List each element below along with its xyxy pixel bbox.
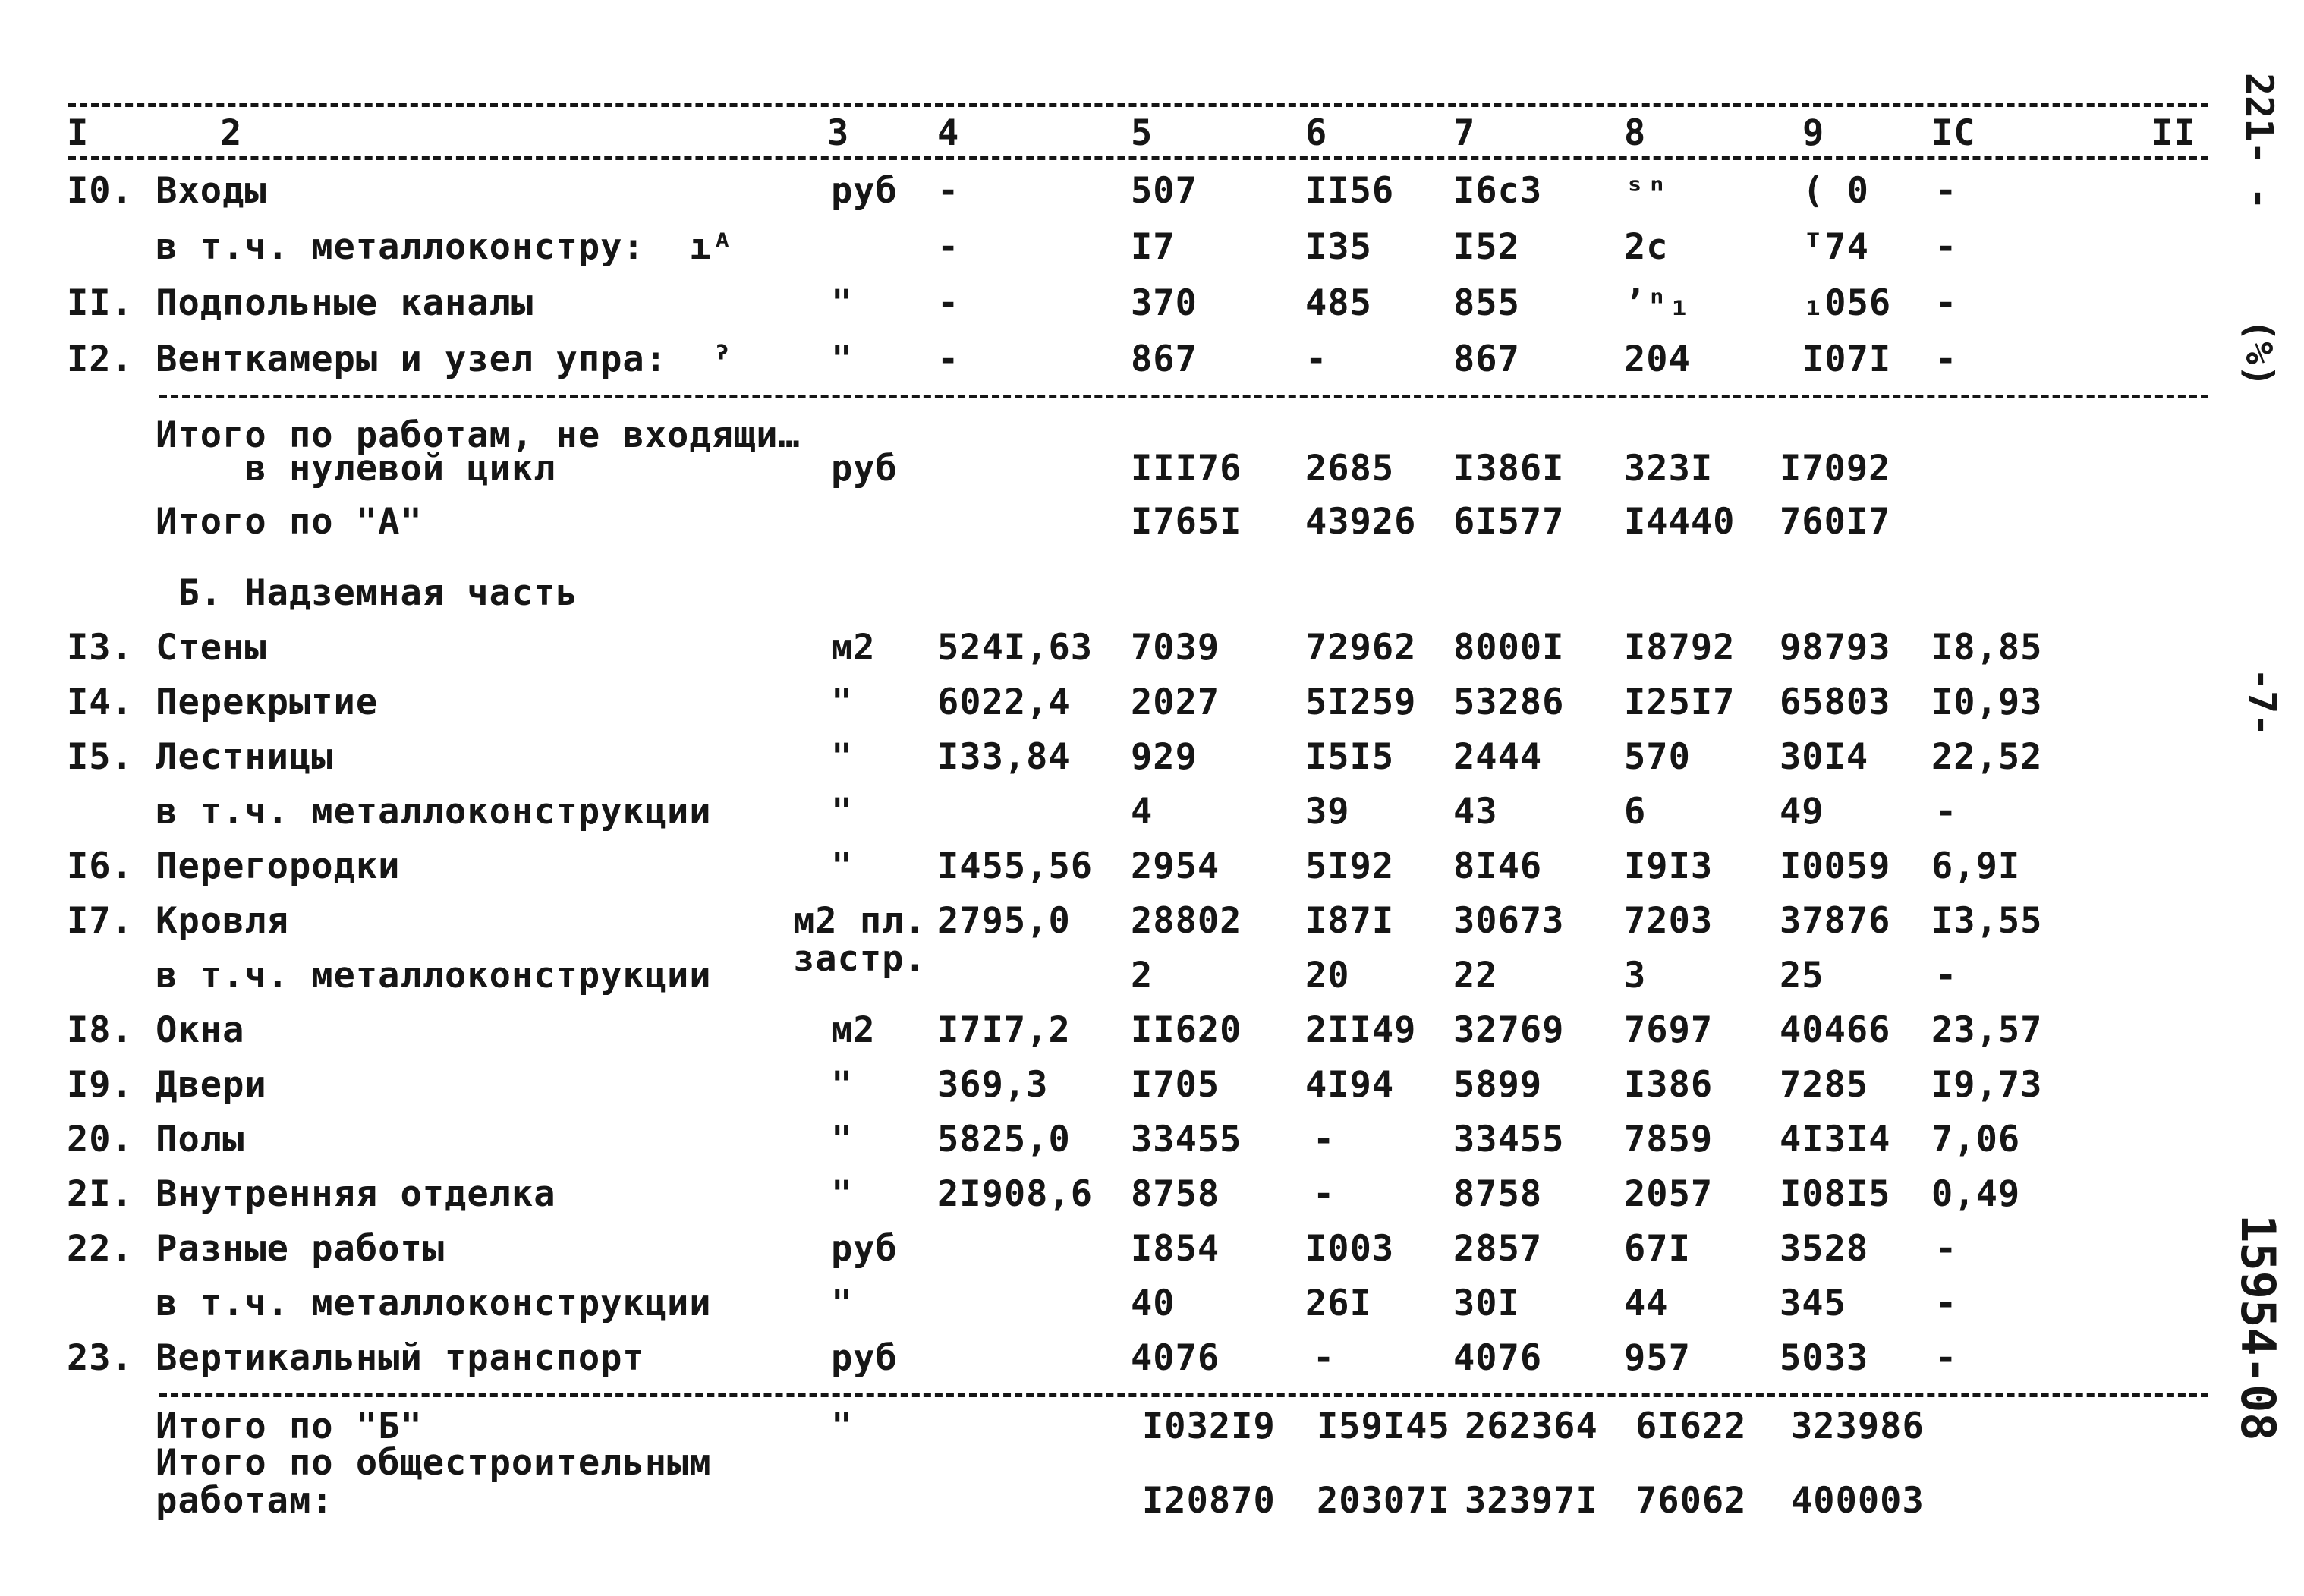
row-c7: 8000I: [1453, 627, 1565, 669]
total-a-c9: 760I7: [1780, 501, 1891, 543]
row-c7: 8758: [1453, 1173, 1543, 1215]
row-c10: -: [1935, 1337, 1958, 1379]
total-a-c6: 43926: [1305, 501, 1417, 543]
col-header-5: 5: [1131, 112, 1154, 154]
col-header-1: I: [67, 112, 90, 154]
total-b-c7: 262364: [1465, 1406, 1598, 1447]
subtotal-c8: 323I: [1624, 448, 1714, 490]
row-c9: 40466: [1780, 1009, 1891, 1051]
row-c7: 5899: [1453, 1064, 1543, 1106]
row-c5: 4: [1131, 791, 1154, 833]
row-c7: 2444: [1453, 736, 1543, 778]
page-number: -7-: [2240, 668, 2284, 737]
row-unit: м2: [831, 627, 876, 669]
row-c8: ˢⁿ: [1624, 170, 1669, 212]
row-c6: -: [1313, 1119, 1336, 1160]
row-c7: 32769: [1453, 1009, 1565, 1051]
row-name: 20. Полы: [67, 1119, 245, 1160]
row-c10: 23,57: [1931, 1009, 2043, 1051]
row-c7: 33455: [1453, 1119, 1565, 1160]
row-c10: 6,9I: [1931, 845, 2021, 887]
row-c8: 7203: [1624, 900, 1714, 942]
subtotal-unit: руб: [831, 448, 898, 490]
row-unit: ": [831, 736, 854, 778]
row-c9: I07I: [1802, 338, 1892, 380]
row-c6: -: [1313, 1173, 1336, 1215]
row-c7: 855: [1453, 282, 1520, 324]
section-rule: [159, 395, 2208, 398]
row-c7: I52: [1453, 226, 1520, 268]
row-c5: 2027: [1131, 682, 1220, 723]
row-qty: 369,3: [937, 1064, 1049, 1106]
row-name: I0. Входы: [67, 170, 267, 212]
row-c7: 30673: [1453, 900, 1565, 942]
row-c10: I9,73: [1931, 1064, 2043, 1106]
row-unit: ": [831, 1064, 854, 1106]
row-qty: I455,56: [937, 845, 1094, 887]
row-c5: 2: [1131, 955, 1154, 996]
row-name: I7. Кровля: [67, 900, 289, 942]
row-name: в т.ч. металлоконструкции: [67, 955, 712, 996]
row-c8: 67I: [1624, 1228, 1691, 1270]
row-c6: II56: [1305, 170, 1395, 212]
row-name: I9. Двери: [67, 1064, 267, 1106]
row-c6: I35: [1305, 226, 1372, 268]
row-unit: ": [831, 682, 854, 723]
total-general-label2: работам:: [67, 1480, 334, 1522]
row-c7: 2857: [1453, 1228, 1543, 1270]
row-c10: I3,55: [1931, 900, 2043, 942]
row-c10: -: [1935, 338, 1958, 380]
row-qty: 2I908,6: [937, 1173, 1094, 1215]
row-name: I3. Стены: [67, 627, 267, 669]
row-c5: 8758: [1131, 1173, 1220, 1215]
row-c9: 345: [1780, 1283, 1846, 1324]
row-c10: -: [1935, 226, 1958, 268]
row-c8: I9I3: [1624, 845, 1714, 887]
row-c5: I7: [1131, 226, 1176, 268]
row-c8: 44: [1624, 1283, 1669, 1324]
total-a-c5: I765I: [1131, 501, 1242, 543]
col-header-9: 9: [1802, 112, 1825, 154]
col-header-3: 3: [827, 112, 850, 154]
row-c5: I854: [1131, 1228, 1220, 1270]
row-c7: 53286: [1453, 682, 1565, 723]
row-c7: 4076: [1453, 1337, 1543, 1379]
total-general-c6: 20307I: [1317, 1480, 1450, 1522]
row-c6: 20: [1305, 955, 1350, 996]
total-general-c5: I20870: [1142, 1480, 1276, 1522]
margin-code: 221- -: [2237, 73, 2281, 233]
margin-mark: (%): [2237, 319, 2281, 388]
total-b-c6: I59I45: [1317, 1406, 1450, 1447]
row-name: I8. Окна: [67, 1009, 245, 1051]
row-qty: 524I,63: [937, 627, 1094, 669]
row-qty: 2795,0: [937, 900, 1071, 942]
row-c8: 7697: [1624, 1009, 1714, 1051]
row-c5: 2954: [1131, 845, 1220, 887]
row-unit: м2: [831, 1009, 876, 1051]
row-c9: 3528: [1780, 1228, 1869, 1270]
row-c6: 26I: [1305, 1283, 1372, 1324]
row-c9: ₁056: [1802, 282, 1892, 324]
col-header-8: 8: [1624, 112, 1647, 154]
row-c7: 867: [1453, 338, 1520, 380]
row-c9: 98793: [1780, 627, 1891, 669]
row-c6: -: [1313, 1337, 1336, 1379]
row-c10: 0,49: [1931, 1173, 2021, 1215]
row-c8: 2с: [1624, 226, 1669, 268]
col-header-7: 7: [1453, 112, 1476, 154]
total-general-c7: 32397I: [1465, 1480, 1598, 1522]
total-b-c8: 6I622: [1635, 1406, 1747, 1447]
row-c7: I6с3: [1453, 170, 1543, 212]
row-c5: II620: [1131, 1009, 1242, 1051]
row-name: I4. Перекрытие: [67, 682, 379, 723]
row-unit: ": [831, 1173, 854, 1215]
row-name: в т.ч. металлоконстру: ıᴬ: [67, 226, 734, 268]
row-qty: -: [937, 282, 960, 324]
row-name: II. Подпольные каналы: [67, 282, 534, 324]
col-header-10: IC: [1931, 112, 1976, 154]
row-c10: -: [1935, 170, 1958, 212]
total-general-c9: 400003: [1791, 1480, 1925, 1522]
row-c5: 370: [1131, 282, 1198, 324]
total-a-c7: 6I577: [1453, 501, 1565, 543]
row-c10: I0,93: [1931, 682, 2043, 723]
row-c9: 5033: [1780, 1337, 1869, 1379]
row-c6: -: [1305, 338, 1328, 380]
row-name: в т.ч. металлоконструкции: [67, 1283, 712, 1324]
row-c10: -: [1935, 282, 1958, 324]
row-name: I6. Перегородки: [67, 845, 401, 887]
row-c6: I003: [1305, 1228, 1395, 1270]
row-c7: 22: [1453, 955, 1498, 996]
total-general-label1: Итого по общестроительным: [67, 1442, 712, 1484]
row-c10: -: [1935, 1228, 1958, 1270]
row-c8: ’ⁿ₁: [1624, 282, 1691, 324]
row-c6: I5I5: [1305, 736, 1395, 778]
row-unit: ": [831, 791, 854, 833]
row-name: 22. Разные работы: [67, 1228, 445, 1270]
total-b-label: Итого по "Б": [67, 1406, 423, 1447]
row-c5: 507: [1131, 170, 1198, 212]
row-c7: 43: [1453, 791, 1498, 833]
row-c10: 7,06: [1931, 1119, 2021, 1160]
row-c5: 867: [1131, 338, 1198, 380]
header-bottom-rule: [68, 156, 2208, 160]
row-name: в т.ч. металлоконструкции: [67, 791, 712, 833]
row-c6: 5I259: [1305, 682, 1417, 723]
row-c9: 7285: [1780, 1064, 1869, 1106]
row-c6: 39: [1305, 791, 1350, 833]
subtotal-c5: III76: [1131, 448, 1242, 490]
total-b-c5: I032I9: [1142, 1406, 1276, 1447]
row-qty: I7I7,2: [937, 1009, 1071, 1051]
row-unit: руб: [831, 170, 898, 212]
row-c6: 5I92: [1305, 845, 1395, 887]
row-unit: ": [831, 1119, 854, 1160]
row-c6: 2II49: [1305, 1009, 1417, 1051]
row-c9: I08I5: [1780, 1173, 1891, 1215]
row-c9: 49: [1780, 791, 1824, 833]
total-a-c8: I4440: [1624, 501, 1736, 543]
subtotal-c7: I386I: [1453, 448, 1565, 490]
row-c8: 204: [1624, 338, 1691, 380]
row-qty: -: [937, 170, 960, 212]
row-c5: 40: [1131, 1283, 1176, 1324]
col-header-4: 4: [937, 112, 960, 154]
total-b-unit: ": [831, 1406, 854, 1447]
row-c6: I87I: [1305, 900, 1395, 942]
row-unit: ": [831, 1283, 854, 1324]
row-c8: I8792: [1624, 627, 1736, 669]
document-number: 15954-08: [2230, 1214, 2286, 1441]
row-name: 2I. Внутренняя отделка: [67, 1173, 556, 1215]
row-c9: I0059: [1780, 845, 1891, 887]
row-unit: ": [831, 845, 854, 887]
total-b-c9: 323986: [1791, 1406, 1925, 1447]
row-name: 23. Вертикальный транспорт: [67, 1337, 645, 1379]
row-c7: 30I: [1453, 1283, 1520, 1324]
totals-rule: [159, 1393, 2208, 1397]
subtotal-label-line1: Итого по работам, не входящи…: [67, 414, 801, 456]
total-a-label: Итого по "А": [67, 501, 423, 543]
row-unit: м2 пл.: [793, 900, 927, 942]
row-c5: 929: [1131, 736, 1198, 778]
row-c8: 3: [1624, 955, 1647, 996]
row-c9: 30I4: [1780, 736, 1869, 778]
section-b-title: Б. Надземная часть: [67, 572, 578, 614]
row-c10: I8,85: [1931, 627, 2043, 669]
row-qty: I33,84: [937, 736, 1071, 778]
row-c10: -: [1935, 955, 1958, 996]
row-c5: 7039: [1131, 627, 1220, 669]
row-unit: руб: [831, 1228, 898, 1270]
row-unit: руб: [831, 1337, 898, 1379]
row-c9: ᵀ74: [1802, 226, 1869, 268]
row-c10: -: [1935, 791, 1958, 833]
row-unit: ": [831, 282, 854, 324]
row-c8: I25I7: [1624, 682, 1736, 723]
row-name: I2. Венткамеры и узел упра: ˀ: [67, 338, 734, 380]
row-c9: ( 0: [1802, 170, 1869, 212]
row-c5: 33455: [1131, 1119, 1242, 1160]
row-qty: 5825,0: [937, 1119, 1071, 1160]
row-c5: 4076: [1131, 1337, 1220, 1379]
row-c9: 4I3I4: [1780, 1119, 1891, 1160]
row-c8: 6: [1624, 791, 1647, 833]
subtotal-c6: 2685: [1305, 448, 1395, 490]
col-header-2: 2: [220, 112, 243, 154]
row-c10: 22,52: [1931, 736, 2043, 778]
row-c9: 37876: [1780, 900, 1891, 942]
row-c5: I705: [1131, 1064, 1220, 1106]
row-c8: 2057: [1624, 1173, 1714, 1215]
row-c6: 485: [1305, 282, 1372, 324]
row-c8: I386: [1624, 1064, 1714, 1106]
row-c9: 65803: [1780, 682, 1891, 723]
header-top-rule: [68, 103, 2208, 107]
row-qty: -: [937, 338, 960, 380]
row-c6: 72962: [1305, 627, 1417, 669]
total-general-c8: 76062: [1635, 1480, 1747, 1522]
row-unit: ": [831, 338, 854, 380]
row-qty: 6022,4: [937, 682, 1071, 723]
col-header-11: II: [2151, 112, 2196, 154]
row-c5: 28802: [1131, 900, 1242, 942]
row-c9: 25: [1780, 955, 1824, 996]
row-c8: 570: [1624, 736, 1691, 778]
subtotal-label-line2: в нулевой цикл: [67, 448, 556, 490]
row-c8: 7859: [1624, 1119, 1714, 1160]
row-c10: -: [1935, 1283, 1958, 1324]
row-c6: 4I94: [1305, 1064, 1395, 1106]
row-unit: застр.: [793, 938, 927, 980]
row-c8: 957: [1624, 1337, 1691, 1379]
col-header-6: 6: [1305, 112, 1328, 154]
row-qty: -: [937, 226, 960, 268]
row-c7: 8I46: [1453, 845, 1543, 887]
subtotal-c9: I7092: [1780, 448, 1891, 490]
row-name: I5. Лестницы: [67, 736, 334, 778]
